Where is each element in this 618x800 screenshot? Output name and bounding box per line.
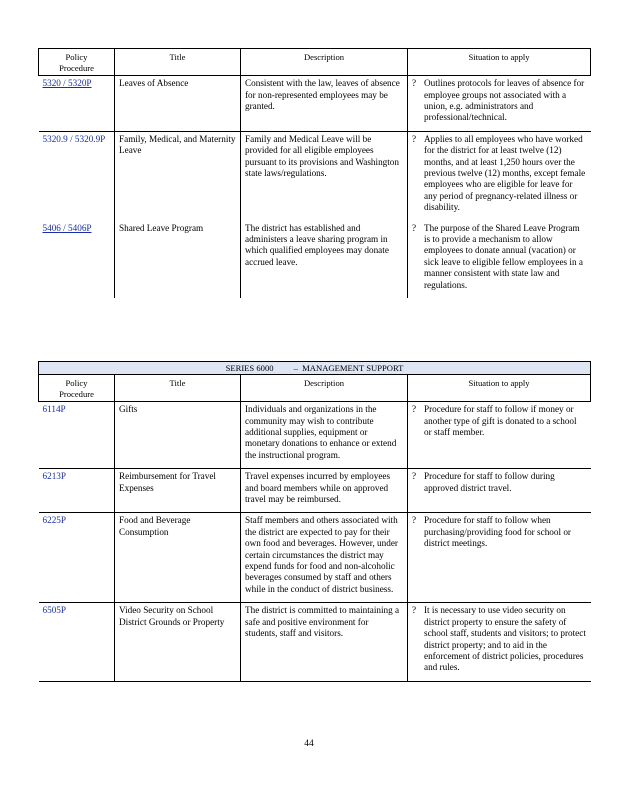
procedure-link-5406p[interactable]: 5406P xyxy=(68,222,92,233)
table-row xyxy=(39,603,591,681)
policy-description: Individuals and organizations in the community may wish to contribute additional supplies, equipment or monetary donations to enhance or extend the instructional program. xyxy=(241,402,408,469)
policy-situation: ? Applies to all employees who have worked for the district for at least twelve (12) months, and at least 1,250 hours over the previous twelve (12) months, except female employees who are eligible for leave for any period of pregnancy-related illness or disability. xyxy=(408,131,591,220)
policy-link-5320[interactable]: 5320 xyxy=(42,78,61,89)
bullet-icon: ? xyxy=(412,605,417,616)
table-row xyxy=(39,513,591,603)
bullet-icon: ? xyxy=(412,222,417,233)
policy-code-cell xyxy=(39,76,115,132)
bullet-icon: ? xyxy=(412,133,417,144)
table-row xyxy=(39,221,591,298)
policy-code-5320-9: 5320.9 / 5320.9P xyxy=(42,133,106,144)
bullet-icon: ? xyxy=(412,471,417,482)
bullet-icon: ? xyxy=(412,404,417,415)
policy-code-cell xyxy=(39,603,115,681)
header-situation: Situation to apply xyxy=(408,375,591,402)
policy-description: Travel expenses incurred by employees and board members while on approved travel may be reimbursed. xyxy=(241,469,408,513)
header-policy-procedure: Policy Procedure xyxy=(39,375,115,402)
header-description: Description xyxy=(241,375,408,402)
policy-title: Video Security on School District Grounds or Property xyxy=(115,603,241,681)
header-situation: Situation to apply xyxy=(408,49,591,76)
policy-situation: ? It is necessary to use video security on district property to ensure the safety of school staff, students and visitors; to protect district property; and to aid in the enforcement of district policies, procedures and rules. xyxy=(408,603,591,681)
policy-title: Gifts xyxy=(115,402,241,469)
policy-title: Shared Leave Program xyxy=(115,221,241,298)
table-row xyxy=(39,402,591,469)
header-policy-procedure: Policy Procedure xyxy=(39,49,115,76)
policy-description: Consistent with the law, leaves of absence for non-represented employees may be granted. xyxy=(241,76,408,132)
series-dash: – xyxy=(293,363,298,373)
header-title: Title xyxy=(115,49,241,76)
series-label: SERIES 6000 xyxy=(225,363,274,373)
table-row xyxy=(39,469,591,513)
policy-code-cell xyxy=(39,402,115,469)
policy-description: Family and Medical Leave will be provided for all eligible employees pursuant to its provisions and Washington state laws/regulations. xyxy=(241,131,408,220)
policy-description: The district has established and administers a leave sharing program in which qualified employees may donate accrued leave. xyxy=(241,221,408,298)
table-header-row xyxy=(39,49,591,76)
policy-code-cell xyxy=(39,221,115,298)
series-header-bar xyxy=(39,362,591,375)
series-name: MANAGEMENT SUPPORT xyxy=(302,363,404,373)
policy-title: Food and Beverage Consumption xyxy=(115,513,241,603)
bullet-icon: ? xyxy=(412,78,417,89)
bullet-icon: ? xyxy=(412,515,417,526)
procedure-code-6114p: 6114P xyxy=(42,404,66,415)
page-number: 44 xyxy=(304,739,314,749)
policy-description: The district is committed to maintaining a safe and positive environment for students, staff and visitors. xyxy=(241,603,408,681)
policy-title: Family, Medical, and Maternity Leave xyxy=(115,131,241,220)
table-row xyxy=(39,131,591,220)
link-separator: / xyxy=(60,78,69,89)
policy-situation: ? Procedure for staff to follow when purchasing/providing food for school or district meetings. xyxy=(408,513,591,603)
header-description: Description xyxy=(241,49,408,76)
policy-situation: ? Outlines protocols for leaves of absence for employee groups not associated with a union, e.g. administrators and professional/technical. xyxy=(408,76,591,132)
policy-title: Reimbursement for Travel Expenses xyxy=(115,469,241,513)
table-header-row xyxy=(39,375,591,402)
policy-code-cell xyxy=(39,131,115,220)
link-separator: / xyxy=(60,222,69,233)
policy-link-5406[interactable]: 5406 xyxy=(42,222,61,233)
policy-situation: ? Procedure for staff to follow if money or another type of gift is donated to a school or staff member. xyxy=(408,402,591,469)
policy-title: Leaves of Absence xyxy=(115,76,241,132)
policy-situation: ? Procedure for staff to follow during approved district travel. xyxy=(408,469,591,513)
procedure-link-5320p[interactable]: 5320P xyxy=(68,78,92,89)
series-heading xyxy=(39,362,591,375)
policy-situation: ? The purpose of the Shared Leave Program is to provide a mechanism to allow employees to donate annual (vacation) or sick leave to eligible fellow employees in a manner consistent with state law and regulations. xyxy=(408,221,591,298)
policy-code-cell xyxy=(39,469,115,513)
table-row xyxy=(39,76,591,132)
policy-code-cell xyxy=(39,513,115,603)
procedure-code-6225p: 6225P xyxy=(42,515,66,526)
header-title: Title xyxy=(115,375,241,402)
policy-table-5000 xyxy=(38,48,591,298)
procedure-code-6213p: 6213P xyxy=(42,471,66,482)
procedure-code-6505p: 6505P xyxy=(42,605,66,616)
policy-table-6000 xyxy=(38,361,591,682)
policy-description: Staff members and others associated with the district are expected to pay for their own food and beverages. However, under certain circumstances the district may expend funds for food and non-alcoholic beverages consumed by staff and others while in the conduct of district business. xyxy=(241,513,408,603)
